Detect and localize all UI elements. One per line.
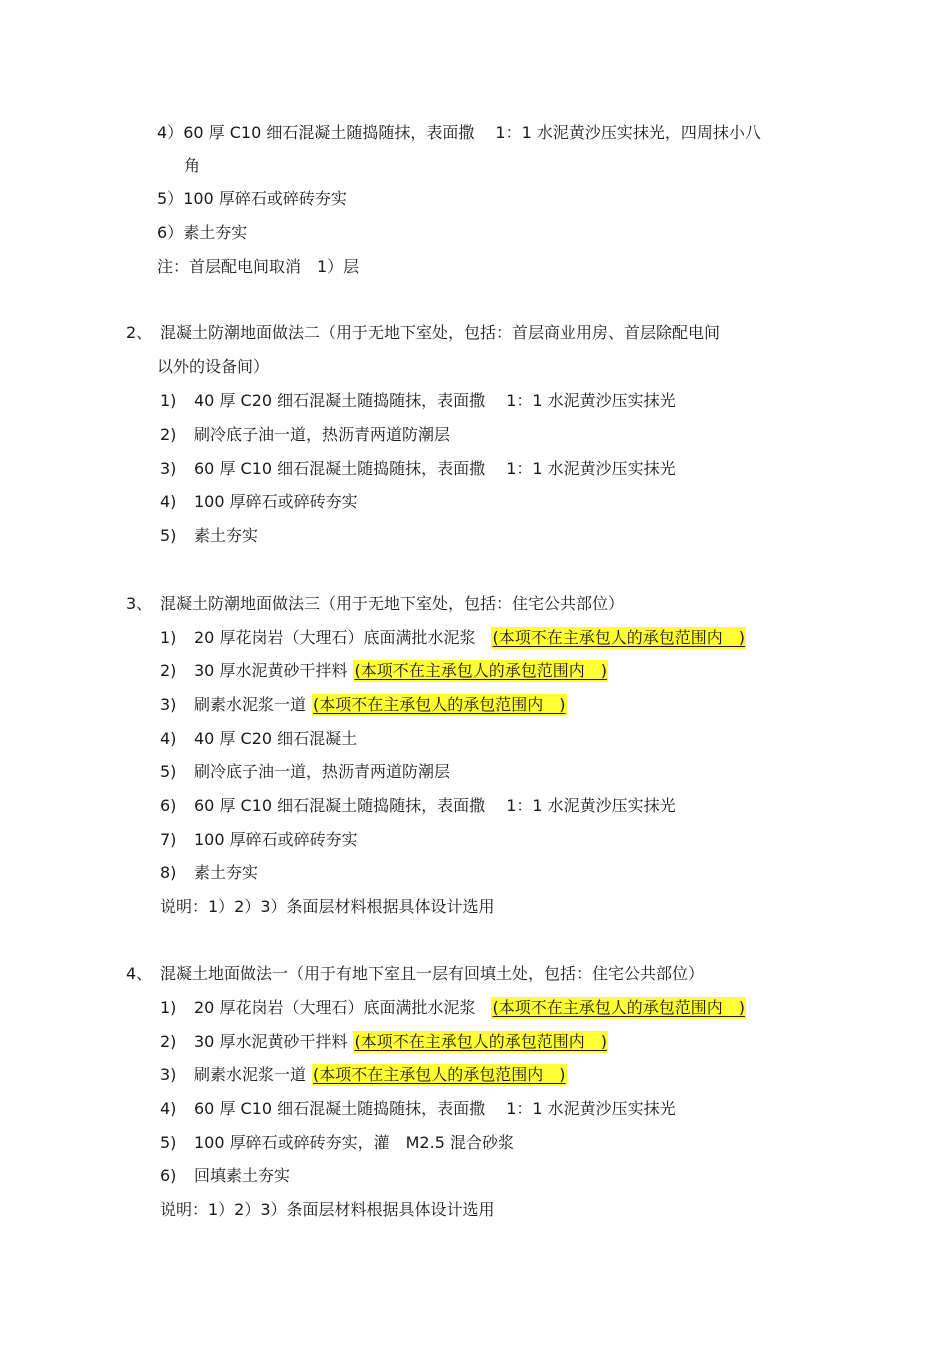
item-text: 30 厚水泥黄砂干拌料	[194, 661, 348, 680]
s3-item-2	[160, 660, 608, 682]
item-number: 7)	[160, 830, 177, 849]
s4-explain	[160, 1199, 495, 1221]
scope-exclusion-note: (本项不在主承包人的承包范围内 )	[492, 998, 745, 1017]
item-text: 60 厚 C10 细石混凝土随捣随抹，表面撒 1：1 水泥黄沙压实抹光	[194, 459, 676, 478]
item-text: 刷冷底子油一道，热沥青两道防潮层	[194, 425, 451, 444]
scope-exclusion-note: (本项不在主承包人的承包范围内 )	[354, 661, 607, 680]
item-number: 4)	[160, 1099, 177, 1118]
item-text-continuation: 角	[184, 156, 201, 175]
s1-item-4-cont	[184, 155, 200, 177]
explanation-text: 说明：1）2）3）条面层材料根据具体设计选用	[160, 897, 495, 916]
s2-item-4	[160, 491, 358, 513]
section-title: 混凝土地面做法一（用于有地下室且一层有回填土处，包括：住宅公共部位）	[160, 964, 705, 983]
s3-item-8	[160, 862, 258, 884]
item-number: 4)	[160, 729, 177, 748]
scope-exclusion-note: (本项不在主承包人的承包范围内 )	[492, 628, 745, 647]
section-title: 混凝土防潮地面做法二（用于无地下室处，包括：首层商业用房、首层除配电间	[160, 323, 721, 342]
explanation-text: 说明：1）2）3）条面层材料根据具体设计选用	[160, 1200, 495, 1219]
scope-exclusion-note: (本项不在主承包人的承包范围内 )	[313, 695, 566, 714]
note-text: 注：首层配电间取消 1）层	[157, 257, 360, 276]
s2-item-5	[160, 525, 258, 547]
s2-item-2	[160, 424, 450, 446]
item-text: 素土夯实	[183, 223, 248, 242]
s4-item-6	[160, 1165, 290, 1187]
item-text: 60 厚 C10 细石混凝土随捣随抹，表面撒 1：1 水泥黄沙压实抹光	[194, 1099, 676, 1118]
s3-item-7	[160, 829, 358, 851]
s2-item-1	[160, 390, 676, 412]
s4-item-2	[160, 1031, 608, 1053]
item-text: 100 厚碎石或碎砖夯实	[194, 492, 358, 511]
item-number: 5)	[160, 526, 177, 545]
s2-title	[126, 322, 720, 344]
section-number: 4、	[126, 964, 153, 983]
s3-item-1	[160, 627, 746, 649]
item-number: 3)	[160, 1065, 177, 1084]
item-number: 8)	[160, 863, 177, 882]
item-number: 1)	[160, 391, 177, 410]
s3-item-3	[160, 694, 567, 716]
item-text: 30 厚水泥黄砂干拌料	[194, 1032, 348, 1051]
s1-item-4	[157, 122, 761, 144]
item-text: 素土夯实	[194, 863, 259, 882]
s1-note	[157, 256, 359, 278]
s1-item-6	[157, 222, 247, 244]
item-number: 6)	[160, 1166, 177, 1185]
item-text: 40 厚 C20 细石混凝土随捣随抹，表面撒 1：1 水泥黄沙压实抹光	[194, 391, 676, 410]
item-number: 5)	[160, 1133, 177, 1152]
s3-title	[126, 593, 624, 615]
s4-title	[126, 963, 704, 985]
item-number: 6)	[160, 796, 177, 815]
item-text: 100 厚碎石或碎砖夯实	[183, 189, 347, 208]
item-text: 40 厚 C20 细石混凝土	[194, 729, 358, 748]
item-number: 5）	[157, 189, 184, 208]
item-number: 2)	[160, 661, 177, 680]
item-text: 刷素水泥浆一道	[194, 695, 307, 714]
s4-item-1	[160, 997, 746, 1019]
item-number: 5)	[160, 762, 177, 781]
item-text: 回填素土夯实	[194, 1166, 291, 1185]
item-text: 20 厚花岗岩（大理石）底面满批水泥浆	[194, 998, 476, 1017]
section-title-continuation: 以外的设备间）	[157, 357, 270, 376]
item-text: 素土夯实	[194, 526, 259, 545]
item-text: 100 厚碎石或碎砖夯实	[194, 830, 358, 849]
s2-title-cont	[157, 356, 269, 378]
item-text: 100 厚碎石或碎砖夯实，灌 M2.5 混合砂浆	[194, 1133, 514, 1152]
item-number: 4)	[160, 492, 177, 511]
item-number: 2)	[160, 1032, 177, 1051]
item-number: 6）	[157, 223, 184, 242]
s1-item-5	[157, 188, 347, 210]
s4-item-3	[160, 1064, 567, 1086]
s4-item-5	[160, 1132, 514, 1154]
item-number: 2)	[160, 425, 177, 444]
item-number: 3)	[160, 695, 177, 714]
item-number: 1)	[160, 998, 177, 1017]
item-number: 4）	[157, 123, 184, 142]
item-text: 60 厚 C10 细石混凝土随捣随抹，表面撒 1：1 水泥黄沙压实抹光	[194, 796, 676, 815]
item-text: 刷冷底子油一道，热沥青两道防潮层	[194, 762, 451, 781]
scope-exclusion-note: (本项不在主承包人的承包范围内 )	[354, 1032, 607, 1051]
section-number: 3、	[126, 594, 153, 613]
s3-explain	[160, 896, 495, 918]
item-text: 60 厚 C10 细石混凝土随捣随抹，表面撒 1：1 水泥黄沙压实抹光，四周抹小八	[183, 123, 761, 142]
s2-item-3	[160, 458, 676, 480]
s4-item-4	[160, 1098, 676, 1120]
item-text: 刷素水泥浆一道	[194, 1065, 307, 1084]
section-title: 混凝土防潮地面做法三（用于无地下室处，包括：住宅公共部位）	[160, 594, 625, 613]
item-text: 20 厚花岗岩（大理石）底面满批水泥浆	[194, 628, 476, 647]
scope-exclusion-note: (本项不在主承包人的承包范围内 )	[313, 1065, 566, 1084]
s3-item-5	[160, 761, 450, 783]
item-number: 1)	[160, 628, 177, 647]
section-number: 2、	[126, 323, 153, 342]
s3-item-4	[160, 728, 357, 750]
s3-item-6	[160, 795, 676, 817]
item-number: 3)	[160, 459, 177, 478]
